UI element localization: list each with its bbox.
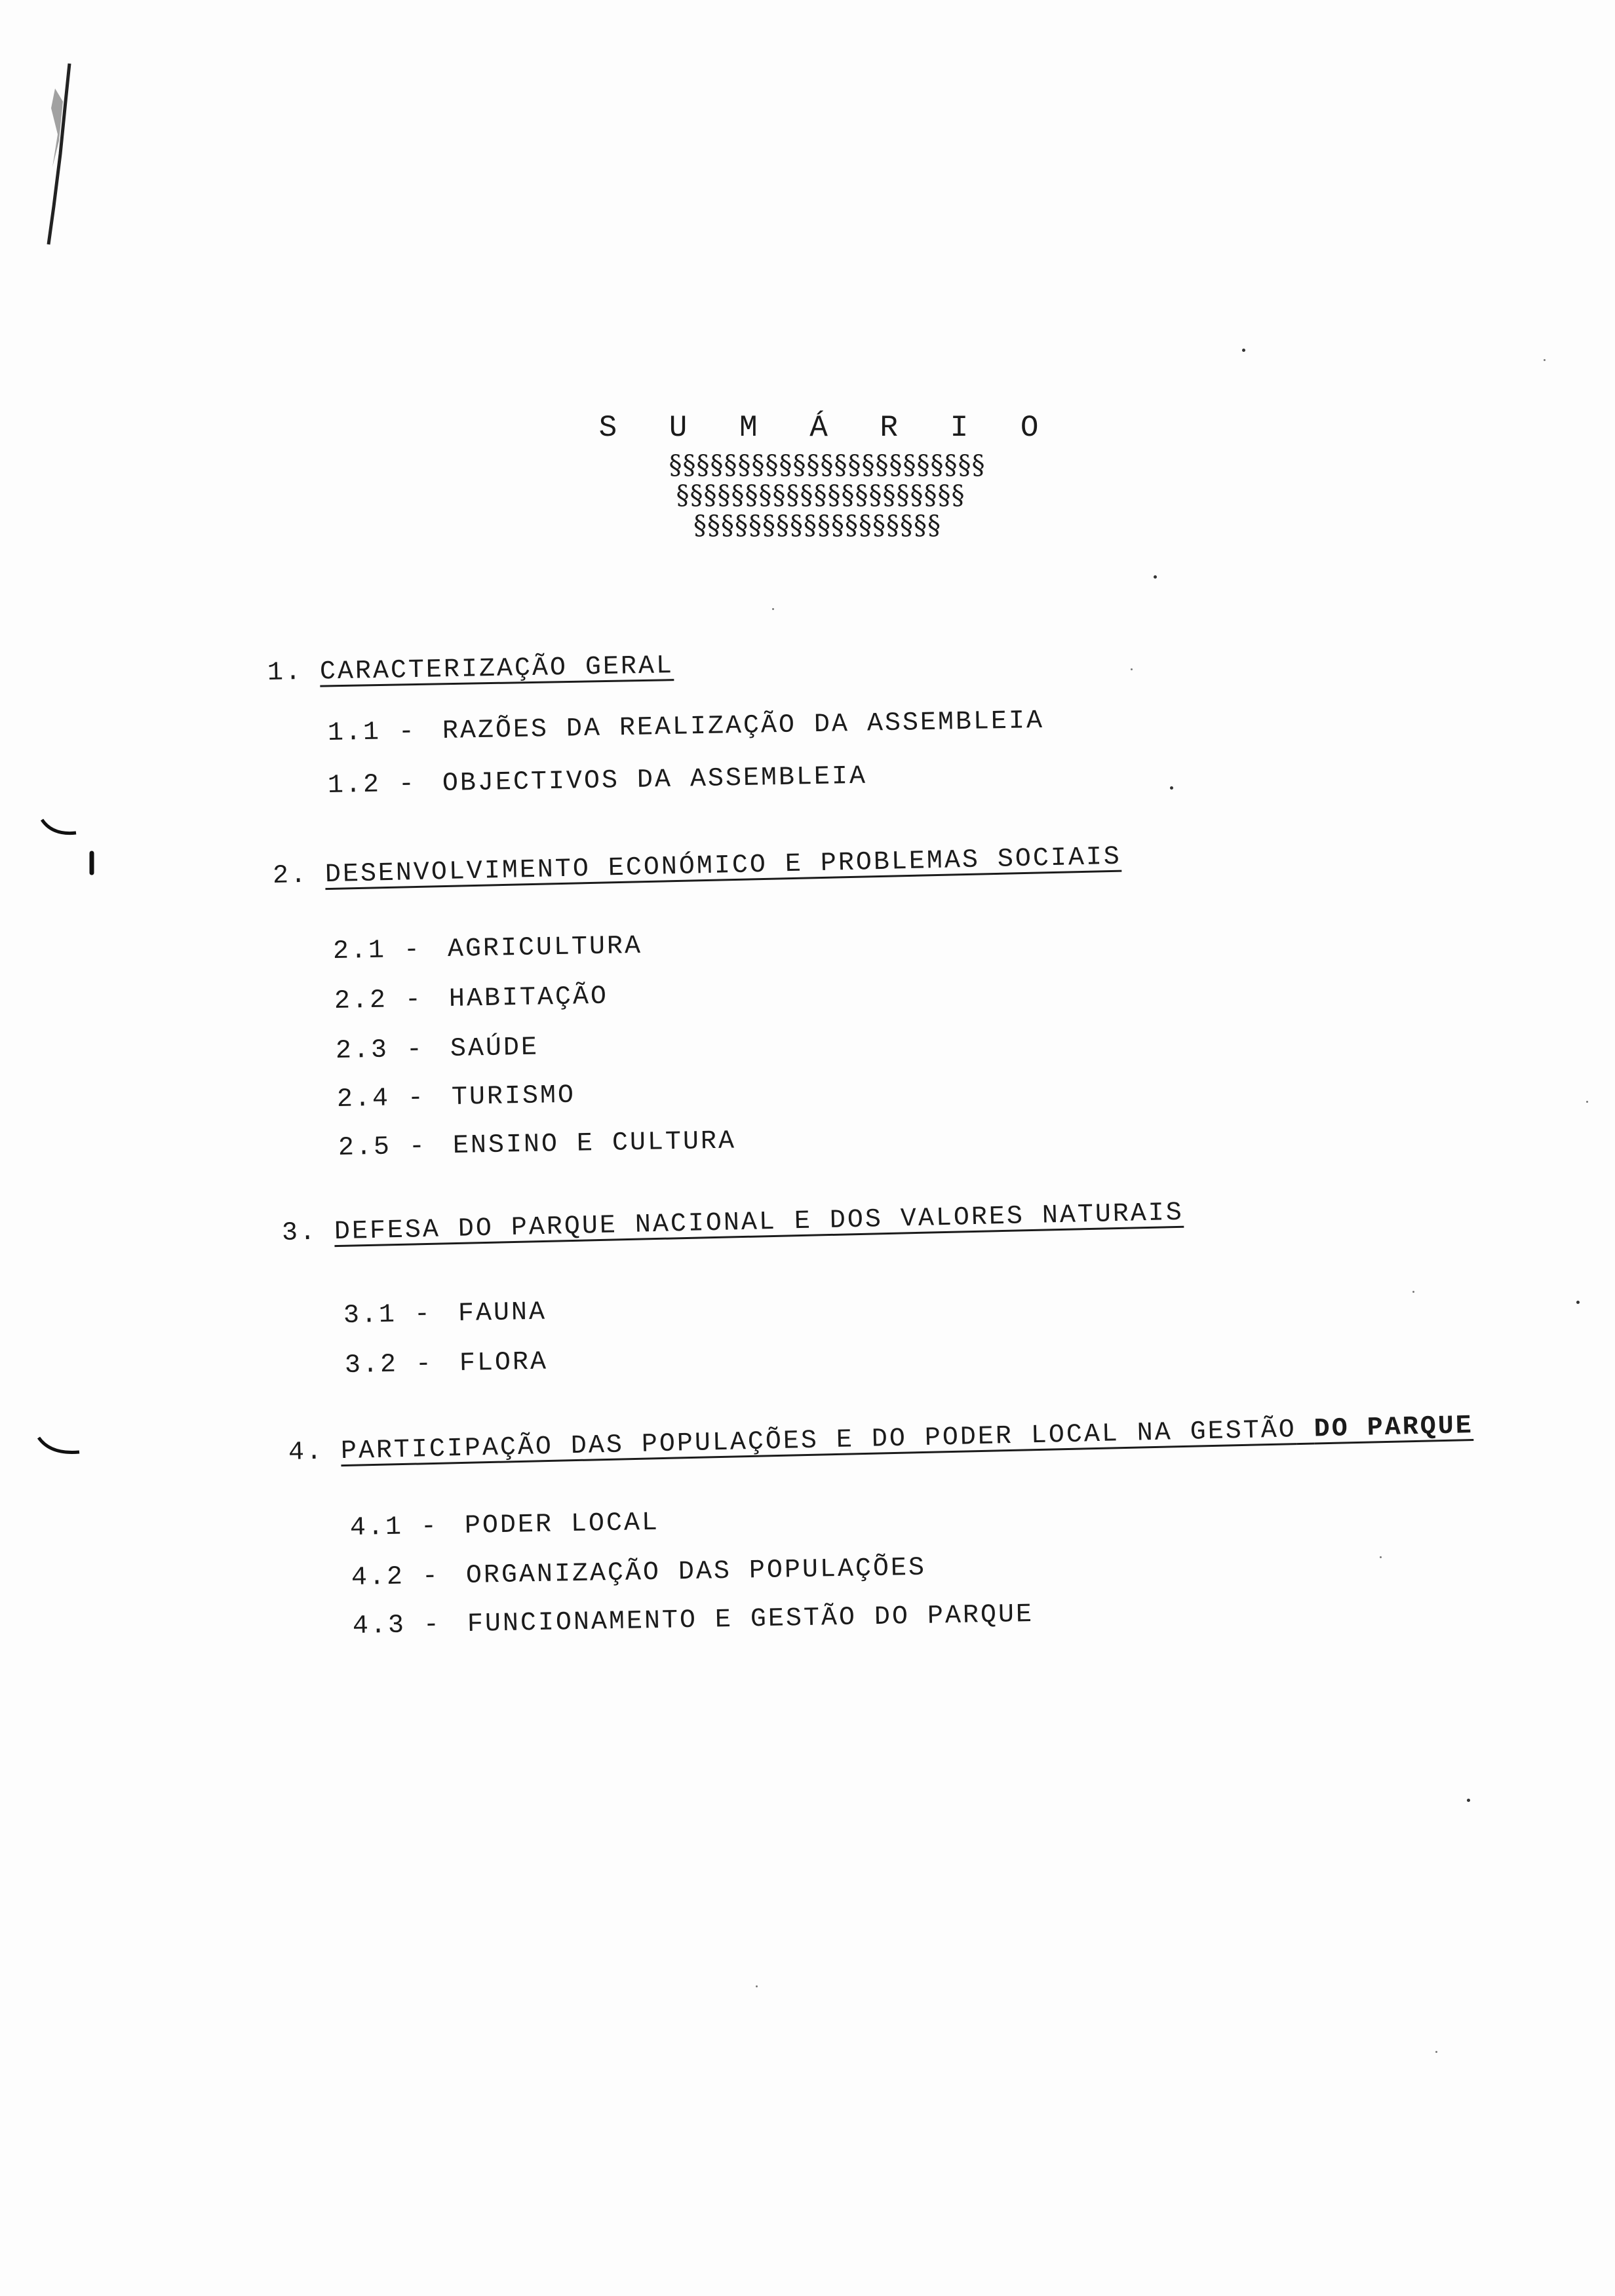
- margin-tick-mark: [87, 851, 97, 877]
- title-ornament: §§§§§§§§§§§§§§§§§§§§§: [676, 480, 965, 510]
- item-label: FLORA: [459, 1347, 549, 1379]
- list-item: [334, 982, 609, 1016]
- list-item: [328, 706, 1045, 748]
- list-item: [353, 1600, 1034, 1641]
- section-title: DESENVOLVIMENTO ECONÓMICO E PROBLEMAS SOCIAIS: [324, 842, 1122, 890]
- item-label: OBJECTIVOS DA ASSEMBLEIA: [442, 761, 868, 799]
- item-number: 2.4 -: [336, 1083, 426, 1115]
- scan-speck: [1380, 1556, 1382, 1558]
- section-title: DEFESA DO PARQUE NACIONAL E DOS VALORES NATURAIS: [334, 1198, 1184, 1248]
- scan-speck: [1170, 786, 1173, 790]
- section-number: 2.: [272, 860, 309, 891]
- item-label: RAZÕES DA REALIZAÇÃO DA ASSEMBLEIA: [442, 706, 1045, 746]
- scan-speck: [756, 1985, 758, 1987]
- item-label: TURISMO: [451, 1081, 576, 1113]
- item-number: 4.1 -: [349, 1512, 439, 1543]
- item-label: FUNCIONAMENTO E GESTÃO DO PARQUE: [467, 1599, 1034, 1639]
- list-item: [328, 762, 868, 801]
- section-2-heading: [272, 843, 1121, 891]
- list-item: [350, 1508, 660, 1543]
- item-label: FAUNA: [457, 1297, 547, 1329]
- item-number: 3.1 -: [343, 1299, 433, 1331]
- item-label: AGRICULTURA: [447, 931, 643, 965]
- section-title-text: PARTICIPAÇÃO DAS POPULAÇÕES E DO PODER LOCAL NA GESTÃO: [340, 1415, 1297, 1467]
- item-number: 2.5 -: [338, 1132, 427, 1163]
- list-item: [333, 932, 643, 966]
- scan-speck: [1576, 1301, 1580, 1304]
- list-item: [345, 1348, 549, 1381]
- list-item: [336, 1033, 539, 1066]
- item-label: PODER LOCAL: [464, 1508, 660, 1541]
- scan-speck: [1435, 2051, 1437, 2053]
- scan-speck: [1131, 668, 1133, 670]
- item-label: ORGANIZAÇÃO DAS POPULAÇÕES: [465, 1553, 927, 1591]
- item-number: 2.1 -: [332, 935, 422, 966]
- list-item: [351, 1554, 927, 1593]
- item-number: 4.2 -: [351, 1561, 440, 1593]
- item-number: 2.2 -: [334, 985, 423, 1016]
- section-number: 3.: [281, 1217, 318, 1248]
- section-title: CARACTERIZAÇÃO GERAL: [319, 651, 674, 687]
- scan-speck: [1586, 1101, 1588, 1103]
- list-item: [337, 1081, 576, 1115]
- item-number: 4.3 -: [352, 1610, 442, 1641]
- title-ornament: §§§§§§§§§§§§§§§§§§: [693, 510, 941, 541]
- margin-bracket-mark: [39, 816, 79, 842]
- item-label: SAÚDE: [450, 1033, 539, 1064]
- section-title: [340, 1411, 1473, 1466]
- scan-speck: [1242, 349, 1245, 352]
- item-number: 3.2 -: [344, 1349, 434, 1381]
- item-label: HABITAÇÃO: [448, 982, 609, 1014]
- item-number: 1.2 -: [327, 769, 417, 801]
- list-item: [338, 1126, 737, 1163]
- item-number: 2.3 -: [335, 1035, 425, 1066]
- section-1-heading: [267, 651, 674, 688]
- section-4-heading: [288, 1411, 1473, 1468]
- section-3-heading: [281, 1198, 1184, 1248]
- section-title-emphasis: DO PARQUE: [1313, 1411, 1474, 1445]
- list-item: [343, 1298, 547, 1331]
- scan-speck: [772, 608, 774, 610]
- item-label: ENSINO E CULTURA: [452, 1126, 737, 1161]
- scan-speck: [1544, 359, 1546, 361]
- scan-speck: [1154, 575, 1157, 579]
- section-number: 4.: [288, 1437, 324, 1468]
- margin-bracket-mark: [36, 1435, 82, 1461]
- document-title: S U M Á R I O: [598, 411, 1056, 445]
- section-number: 1.: [267, 658, 303, 688]
- title-ornament: §§§§§§§§§§§§§§§§§§§§§§§: [669, 450, 986, 480]
- scan-speck: [1412, 1291, 1414, 1293]
- item-number: 1.1 -: [327, 717, 417, 748]
- pen-stroke-mark: [46, 62, 72, 246]
- scan-speck: [1467, 1799, 1470, 1802]
